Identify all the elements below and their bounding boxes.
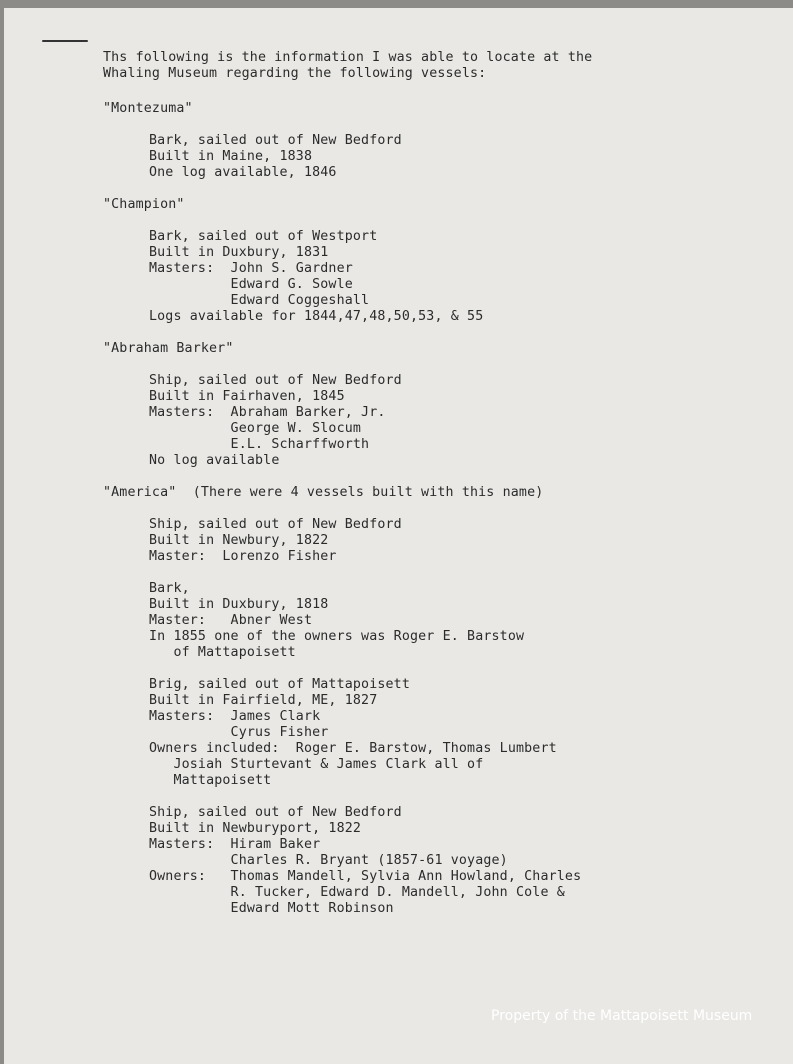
vessel-detail-line: Masters: Abraham Barker, Jr. bbox=[149, 405, 386, 420]
vessel-detail-line: Brig, sailed out of Mattapoisett bbox=[149, 677, 410, 692]
vessel-detail-line: Built in Fairhaven, 1845 bbox=[149, 389, 345, 404]
vessel-detail-line: Built in Newbury, 1822 bbox=[149, 533, 329, 548]
vessel-detail-line: R. Tucker, Edward D. Mandell, John Cole & bbox=[149, 885, 565, 900]
vessel-detail-line: George W. Slocum bbox=[149, 421, 362, 436]
vessel-detail-line: Ship, sailed out of New Bedford bbox=[149, 805, 402, 820]
vessel-detail-line: Built in Maine, 1838 bbox=[149, 149, 313, 164]
pen-mark bbox=[42, 40, 88, 42]
museum-watermark: Property of the Mattapoisett Museum bbox=[491, 1008, 753, 1024]
vessel-detail-line: Edward Mott Robinson bbox=[149, 901, 394, 916]
vessel-detail-line: Built in Duxbury, 1831 bbox=[149, 245, 329, 260]
vessel-detail-line: Ship, sailed out of New Bedford bbox=[149, 517, 402, 532]
vessel-detail-line: Charles R. Bryant (1857-61 voyage) bbox=[149, 853, 508, 868]
vessel-detail-line: Built in Newburyport, 1822 bbox=[149, 821, 362, 836]
intro-line: Whaling Museum regarding the following vessels: bbox=[103, 66, 487, 81]
vessel-detail-line: Masters: Hiram Baker bbox=[149, 837, 321, 852]
vessel-detail-line: Owners included: Roger E. Barstow, Thomas Lumbert bbox=[149, 741, 557, 756]
vessel-detail-line: Logs available for 1844,47,48,50,53, & 55 bbox=[149, 309, 484, 324]
vessel-detail-line: Built in Fairfield, ME, 1827 bbox=[149, 693, 378, 708]
vessel-detail-line: Bark, sailed out of Westport bbox=[149, 229, 378, 244]
intro-line: Ths following is the information I was able to locate at the bbox=[103, 50, 593, 65]
vessel-detail-line: Owners: Thomas Mandell, Sylvia Ann Howland, Charles bbox=[149, 869, 582, 884]
vessel-detail-line: Edward G. Sowle bbox=[149, 277, 353, 292]
vessel-detail-line: Built in Duxbury, 1818 bbox=[149, 597, 329, 612]
vessel-detail-line: Cyrus Fisher bbox=[149, 725, 329, 740]
vessel-heading: "Champion" bbox=[103, 197, 185, 212]
vessel-detail-line: Masters: James Clark bbox=[149, 709, 321, 724]
typed-page bbox=[4, 8, 793, 1064]
vessel-detail-line: No log available bbox=[149, 453, 280, 468]
vessel-detail-line: Masters: John S. Gardner bbox=[149, 261, 353, 276]
vessel-detail-line: Master: Lorenzo Fisher bbox=[149, 549, 337, 564]
vessel-detail-line: Master: Abner West bbox=[149, 613, 313, 628]
vessel-detail-line: Mattapoisett bbox=[149, 773, 272, 788]
vessel-detail-line: Bark, sailed out of New Bedford bbox=[149, 133, 402, 148]
vessel-detail-line: Ship, sailed out of New Bedford bbox=[149, 373, 402, 388]
vessel-detail-line: Edward Coggeshall bbox=[149, 293, 370, 308]
vessel-detail-line: of Mattapoisett bbox=[149, 645, 296, 660]
vessel-detail-line: Bark, bbox=[149, 581, 190, 596]
vessel-detail-line: E.L. Scharffworth bbox=[149, 437, 370, 452]
vessel-detail-line: One log available, 1846 bbox=[149, 165, 337, 180]
vessel-heading: "America" (There were 4 vessels built with this name) bbox=[103, 485, 544, 500]
vessel-detail-line: Josiah Sturtevant & James Clark all of bbox=[149, 757, 484, 772]
vessel-detail-line: In 1855 one of the owners was Roger E. Barstow bbox=[149, 629, 525, 644]
vessel-heading: "Abraham Barker" bbox=[103, 341, 234, 356]
vessel-heading: "Montezuma" bbox=[103, 101, 193, 116]
